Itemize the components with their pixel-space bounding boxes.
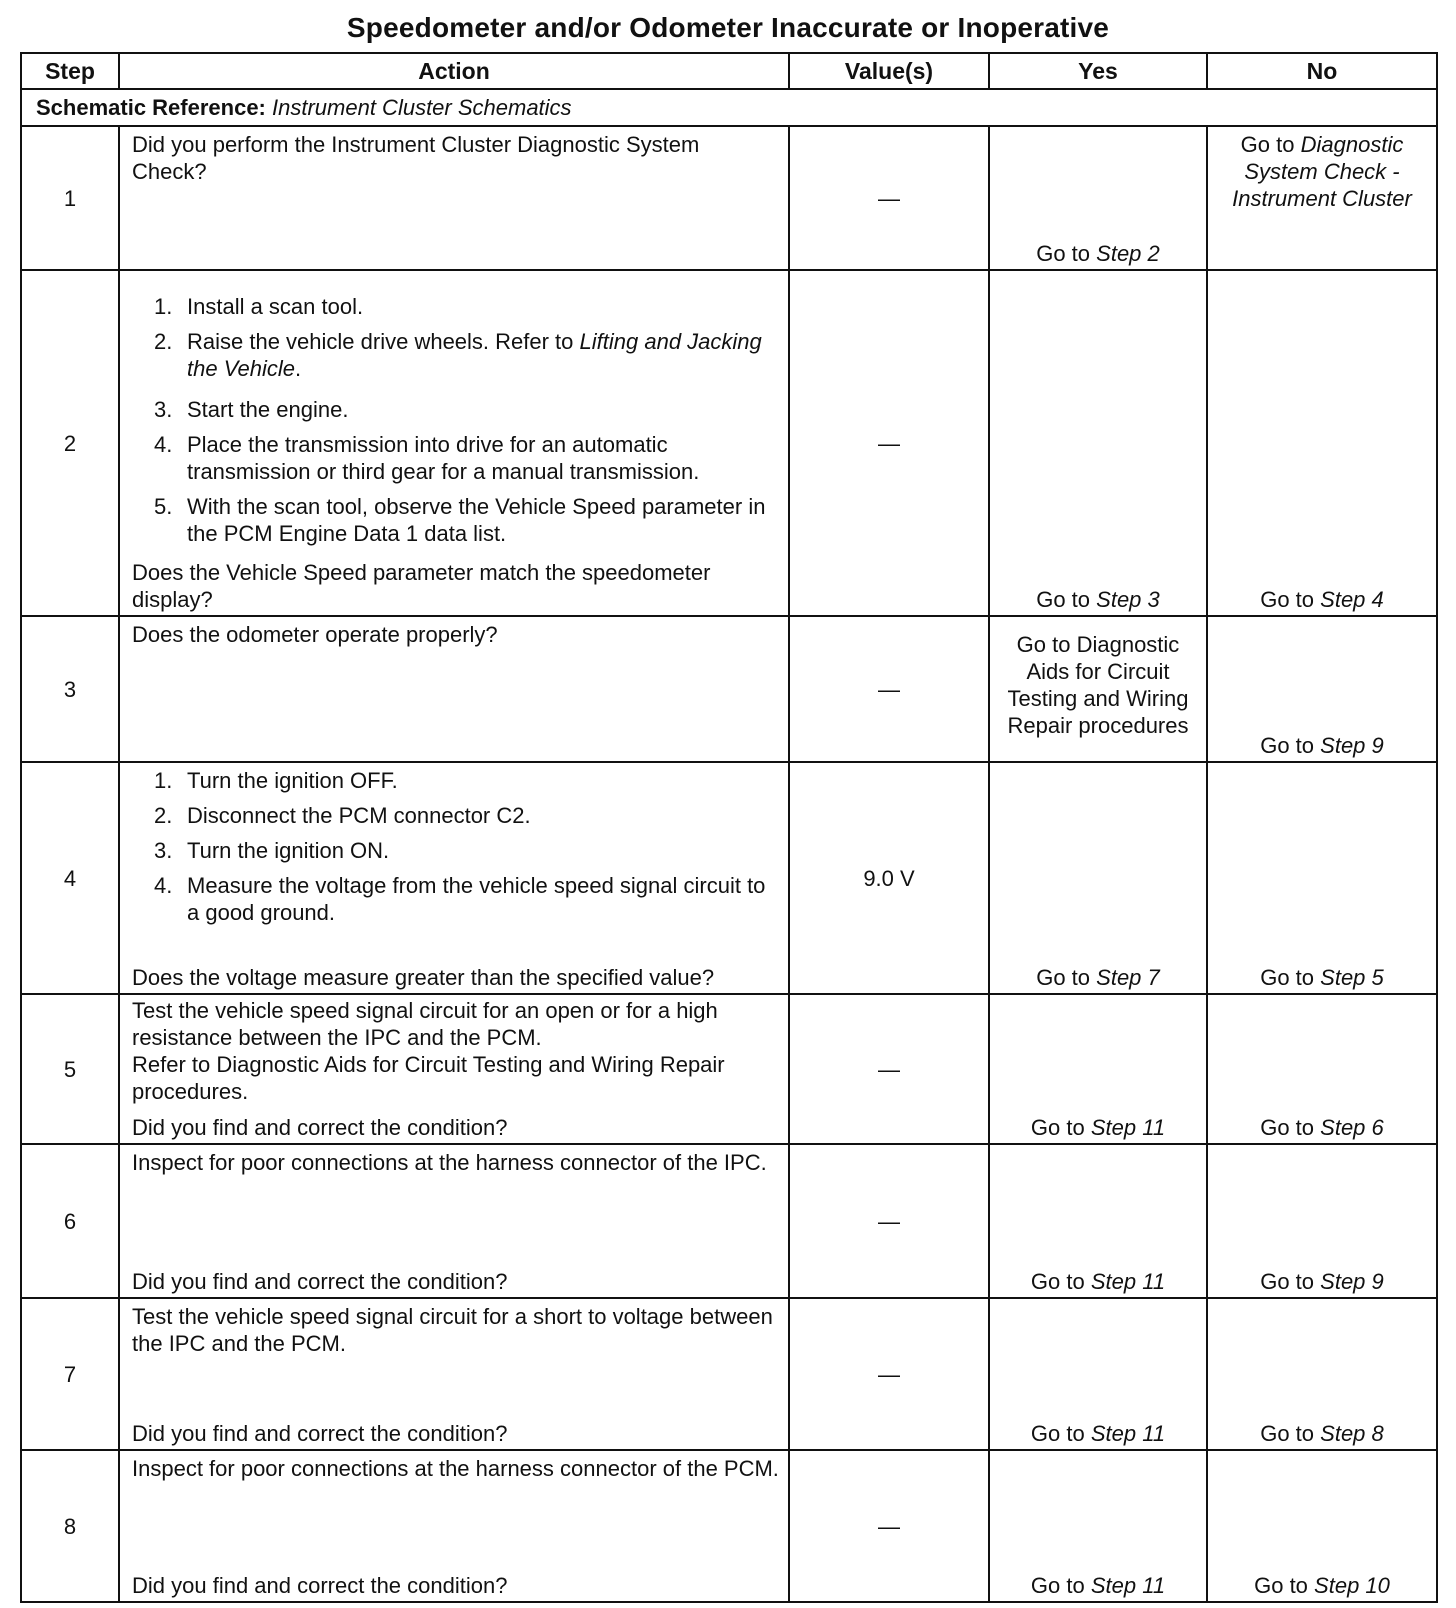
action-text: Test the vehicle speed signal circuit for a short to voltage between the IPC and the PCM. bbox=[132, 1304, 773, 1356]
value-text: — bbox=[878, 1513, 900, 1539]
list-item: 1. Install a scan tool. bbox=[154, 294, 364, 319]
value-text: — bbox=[878, 676, 900, 702]
action-cell bbox=[119, 1450, 789, 1602]
schematic-reference bbox=[21, 89, 1437, 126]
column-header-action: Action bbox=[119, 53, 789, 89]
list-item: 4. Place the transmission into drive for an automatic transmission or third gear for a manual transmission. bbox=[154, 432, 700, 484]
no-cell bbox=[1207, 126, 1437, 270]
table-row bbox=[21, 270, 1437, 616]
value-cell bbox=[789, 994, 989, 1144]
list-item: 4. Measure the voltage from the vehicle speed signal circuit to a good ground. bbox=[154, 873, 766, 925]
value-text: 9.0 V bbox=[863, 865, 915, 891]
table-row bbox=[21, 126, 1437, 270]
value-cell bbox=[789, 1450, 989, 1602]
action-cell bbox=[119, 1144, 789, 1298]
yes-goto[interactable]: Go to Step 11 bbox=[1030, 1115, 1166, 1140]
yes-goto[interactable]: Go to Diagnostic Aids for Circuit Testing and Wiring Repair procedures bbox=[1007, 632, 1189, 738]
list-item: 3. Start the engine. bbox=[154, 397, 349, 422]
yes-goto[interactable]: Go to Step 11 bbox=[1030, 1421, 1166, 1446]
table-row bbox=[21, 762, 1437, 994]
no-cell bbox=[1207, 994, 1437, 1144]
no-goto[interactable]: Go to Step 5 bbox=[1260, 965, 1384, 990]
action-question: Does the Vehicle Speed parameter match the speedometer display? bbox=[132, 560, 711, 612]
value-text: — bbox=[878, 185, 900, 211]
no-goto[interactable]: Go to Step 4 bbox=[1260, 587, 1384, 612]
no-cell bbox=[1207, 616, 1437, 762]
action-text: Test the vehicle speed signal circuit for an open or for a high resistance between the IPC and the PCM. bbox=[132, 998, 718, 1050]
action-question: Did you find and correct the condition? bbox=[132, 1115, 508, 1140]
column-header-yes: Yes bbox=[989, 53, 1207, 89]
value-text: — bbox=[878, 1361, 900, 1387]
no-goto[interactable]: Go to Step 10 bbox=[1254, 1573, 1390, 1598]
list-item: 1. Turn the ignition OFF. bbox=[154, 768, 398, 793]
action-reference: Refer to Diagnostic Aids for Circuit Testing and Wiring Repair procedures. bbox=[132, 1052, 725, 1104]
step-number: 6 bbox=[21, 1144, 119, 1298]
step-number: 4 bbox=[21, 762, 119, 994]
action-question: Did you find and correct the condition? bbox=[132, 1421, 508, 1446]
value-cell bbox=[789, 1144, 989, 1298]
yes-cell bbox=[989, 1450, 1207, 1602]
value-text: — bbox=[878, 1056, 900, 1082]
diagnostic-table bbox=[20, 52, 1438, 1603]
action-question: Does the voltage measure greater than the specified value? bbox=[132, 965, 715, 990]
no-cell bbox=[1207, 762, 1437, 994]
value-cell bbox=[789, 270, 989, 616]
list-item: 2. Raise the vehicle drive wheels. Refer to Lifting and Jacking the Vehicle. bbox=[154, 329, 762, 381]
action-cell bbox=[119, 126, 789, 270]
no-cell bbox=[1207, 1298, 1437, 1450]
yes-goto[interactable]: Go to Step 11 bbox=[1030, 1573, 1166, 1598]
yes-cell bbox=[989, 616, 1207, 762]
table-row bbox=[21, 994, 1437, 1144]
action-text: Inspect for poor connections at the harness connector of the IPC. bbox=[132, 1150, 767, 1175]
no-goto[interactable]: Go to Diagnostic System Check - Instrument Cluster bbox=[1232, 132, 1412, 211]
value-text: — bbox=[878, 430, 900, 456]
list-item: 3. Turn the ignition ON. bbox=[154, 838, 390, 863]
schematic-row bbox=[21, 89, 1437, 126]
value-cell bbox=[789, 126, 989, 270]
procedure-link[interactable]: Lifting and Jacking the Vehicle bbox=[187, 329, 762, 381]
value-cell bbox=[789, 1298, 989, 1450]
table-row bbox=[21, 1298, 1437, 1450]
no-goto[interactable]: Go to Step 6 bbox=[1260, 1115, 1384, 1140]
step-number: 3 bbox=[21, 616, 119, 762]
list-item: 5. With the scan tool, observe the Vehicle Speed parameter in the PCM Engine Data 1 data list. bbox=[154, 494, 766, 546]
instruction-list bbox=[132, 763, 780, 926]
yes-cell bbox=[989, 994, 1207, 1144]
no-goto[interactable]: Go to Step 8 bbox=[1260, 1421, 1384, 1446]
instruction-list bbox=[132, 271, 780, 547]
value-cell bbox=[789, 762, 989, 994]
yes-goto[interactable]: Go to Step 3 bbox=[1036, 587, 1160, 612]
action-question: Did you find and correct the condition? bbox=[132, 1573, 508, 1598]
action-text: Does the odometer operate properly? bbox=[132, 622, 498, 647]
step-number: 8 bbox=[21, 1450, 119, 1602]
yes-cell bbox=[989, 270, 1207, 616]
action-cell bbox=[119, 616, 789, 762]
action-cell bbox=[119, 1298, 789, 1450]
no-cell bbox=[1207, 1450, 1437, 1602]
no-goto[interactable]: Go to Step 9 bbox=[1260, 733, 1384, 758]
yes-goto[interactable]: Go to Step 7 bbox=[1036, 965, 1160, 990]
no-cell bbox=[1207, 270, 1437, 616]
schematic-link[interactable]: Instrument Cluster Schematics bbox=[272, 95, 572, 120]
header-row bbox=[21, 53, 1437, 89]
action-question: Did you find and correct the condition? bbox=[132, 1269, 508, 1294]
column-header-values: Value(s) bbox=[789, 53, 989, 89]
action-cell bbox=[119, 762, 789, 994]
column-header-no: No bbox=[1207, 53, 1437, 89]
table-row bbox=[21, 616, 1437, 762]
action-cell bbox=[119, 994, 789, 1144]
yes-goto[interactable]: Go to Step 11 bbox=[1030, 1269, 1166, 1294]
column-header-step: Step bbox=[21, 53, 119, 89]
no-goto[interactable]: Go to Step 9 bbox=[1260, 1269, 1384, 1294]
action-text: Did you perform the Instrument Cluster Diagnostic System Check? bbox=[132, 132, 700, 184]
step-number: 1 bbox=[21, 126, 119, 270]
yes-cell bbox=[989, 126, 1207, 270]
yes-goto[interactable]: Go to Step 2 bbox=[1036, 241, 1160, 266]
no-cell bbox=[1207, 1144, 1437, 1298]
action-cell bbox=[119, 270, 789, 616]
yes-cell bbox=[989, 762, 1207, 994]
value-cell bbox=[789, 616, 989, 762]
step-number: 7 bbox=[21, 1298, 119, 1450]
step-number: 2 bbox=[21, 270, 119, 616]
step-number: 5 bbox=[21, 994, 119, 1144]
table-row bbox=[21, 1144, 1437, 1298]
value-text: — bbox=[878, 1208, 900, 1234]
schematic-label: Schematic Reference: bbox=[36, 95, 266, 120]
action-text: Inspect for poor connections at the harness connector of the PCM. bbox=[132, 1456, 779, 1481]
table-row bbox=[21, 1450, 1437, 1602]
yes-cell bbox=[989, 1144, 1207, 1298]
yes-cell bbox=[989, 1298, 1207, 1450]
page-title: Speedometer and/or Odometer Inaccurate or Inoperative bbox=[346, 12, 1110, 43]
list-item: 2. Disconnect the PCM connector C2. bbox=[154, 803, 531, 828]
